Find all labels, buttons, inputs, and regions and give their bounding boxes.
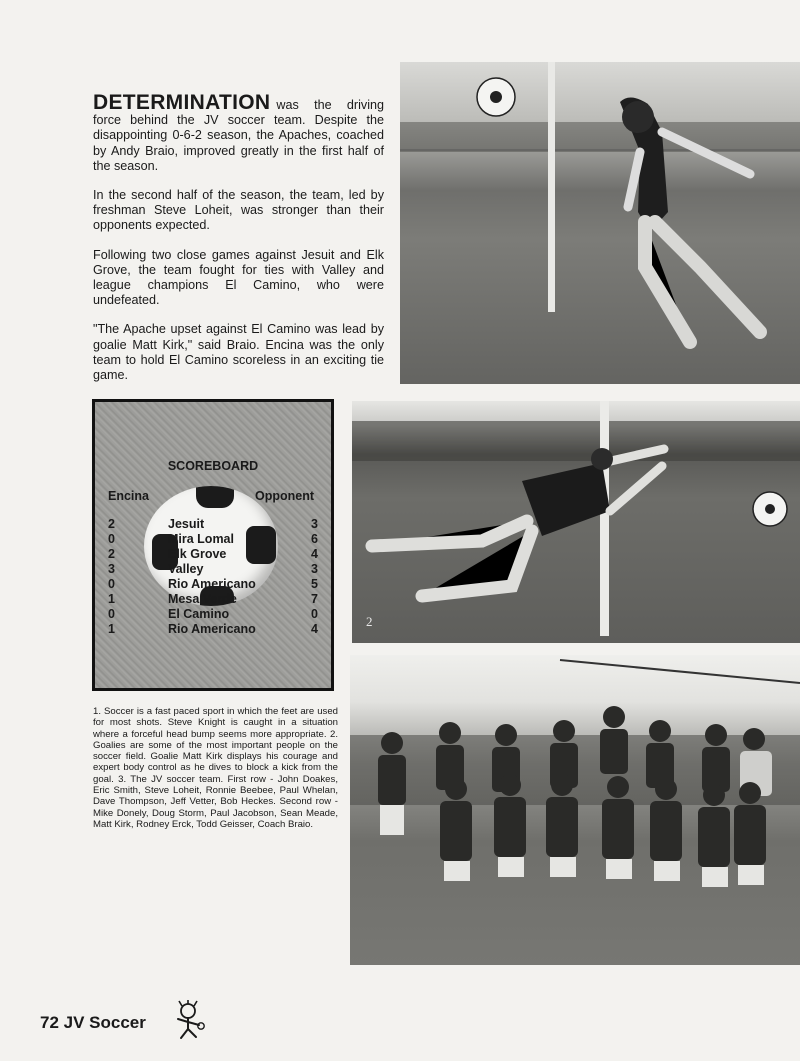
opponent-score: 4: [311, 547, 318, 561]
article-headline: DETERMINATION: [93, 91, 271, 114]
scoreboard-right-header: Opponent: [255, 489, 315, 503]
encina-score: 2: [108, 517, 115, 531]
power-line: [560, 660, 800, 683]
opponent-score: 3: [311, 517, 318, 531]
photo-team: [350, 655, 800, 965]
opponent-score: 3: [311, 562, 318, 576]
opponent-score: 0: [311, 607, 318, 621]
opponent-score: 7: [311, 592, 318, 606]
encina-score: 1: [108, 592, 115, 606]
photo-goalie-dive: [352, 401, 800, 643]
article-paragraph: Following two close games against Jesuit and Elk Grove, the team fought for ties with Valley and league champions El Camino, who were undefeated.: [93, 247, 384, 308]
article-lead-paragraph: [93, 91, 384, 174]
article-paragraph: In the second half of the season, the team, led by freshman Steve Loheit, was stronger than their opponents expected.: [93, 188, 384, 233]
encina-score: 0: [108, 607, 115, 621]
article-lead: was the driving force behind the JV soccer team. Despite the disappointing 0-6-2 season, the Apaches, coached by Andy Braio, improved greatly in the first half of the season.: [93, 98, 384, 173]
photo-header-shot: [400, 62, 800, 384]
scoreboard-row: [108, 592, 318, 607]
mascot-icon: [170, 1000, 206, 1045]
opponent-name: Rio Americano: [168, 622, 256, 636]
scoreboard-results: [108, 517, 318, 637]
scoreboard-row: [108, 607, 318, 622]
scoreboard-row: [108, 547, 318, 562]
encina-score: 0: [108, 577, 115, 591]
opponent-name: Valley: [168, 562, 204, 576]
scoreboard-row: [108, 517, 318, 532]
scoreboard-title: SCOREBOARD: [167, 459, 259, 473]
encina-score: 3: [108, 562, 115, 576]
article-paragraph: "The Apache upset against El Camino was lead by goalie Matt Kirk," said Braio. Encina was the only team to hold El Camino scoreless in an exciting tie game.: [93, 322, 384, 383]
article-text: [93, 91, 384, 397]
opponent-name: Mesa Verde: [168, 592, 237, 606]
opponent-name: Elk Grove: [168, 547, 227, 561]
scoreboard-row: [108, 562, 318, 577]
encina-score: 0: [108, 532, 115, 546]
opponent-name: Rio Americano: [168, 577, 256, 591]
goalie-silhouette: [522, 463, 610, 536]
scoreboard-row: [108, 622, 318, 637]
photo-team-art: [350, 655, 800, 965]
encina-score: 1: [108, 622, 115, 636]
goal-post: [548, 62, 555, 312]
page-footer: 72 JV Soccer: [40, 1013, 146, 1032]
photo-number-label: 2: [366, 614, 373, 629]
opponent-score: 6: [311, 532, 318, 546]
scoreboard-row: [108, 532, 318, 547]
scoreboard: [92, 399, 334, 691]
opponent-score: 5: [311, 577, 318, 591]
photo-caption: 1. Soccer is a fast paced sport in which the feet are used for most shots. Steve Knight is caught in a situation where a forceful head bump seems more appropriate. 2. Goalies are some of the most important people on the soccer field. Goalie Matt Kirk displays his courage and expert body control as he dives to block a kick from the goal. 3. The JV soccer team. First row - John Doakes, Eric Smith, Steve Loheit, Ronnie Beebee, Paul Whelan, Dave Thompson, Jeff Vetter, Bob Heckes. Second row - Mike Donely, Doug Storm, Paul Jacobson, Sean Meade, Matt Kirk, Rodney Erck, Todd Geisser, Coach Braio.: [93, 706, 338, 830]
opponent-score: 4: [311, 622, 318, 636]
opponent-name: Mira Lomal: [168, 532, 234, 546]
photo-goalie-dive-art: [352, 401, 800, 643]
opponent-name: Jesuit: [168, 517, 205, 531]
photo-header-shot-art: [400, 62, 800, 384]
team-players: [378, 706, 772, 867]
scoreboard-row: [108, 577, 318, 592]
goal-post: [600, 401, 609, 636]
scoreboard-left-header: Encina: [108, 489, 149, 503]
encina-score: 2: [108, 547, 115, 561]
opponent-name: El Camino: [168, 607, 230, 621]
